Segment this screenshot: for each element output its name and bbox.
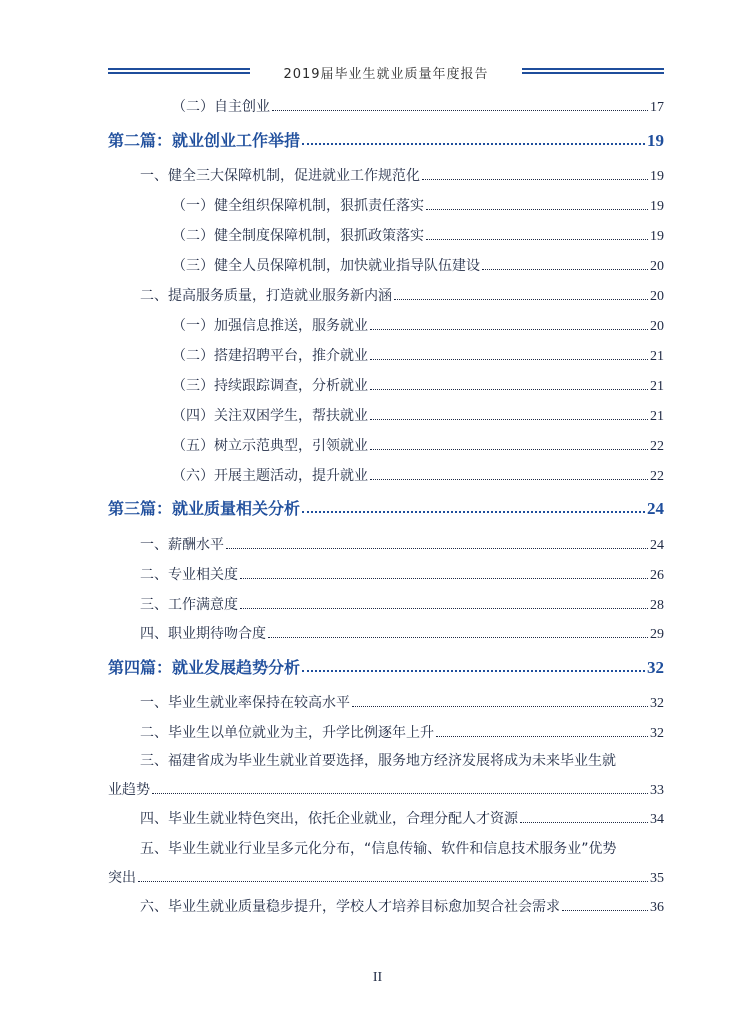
toc-entry-title: （一）健全组织保障机制，狠抓责任落实 <box>172 198 424 214</box>
toc-entry-title: 四、职业期待吻合度 <box>140 626 266 642</box>
toc-leader <box>394 299 648 300</box>
toc-leader <box>370 329 648 330</box>
toc-entry-page: 21 <box>650 379 664 394</box>
toc-entry[interactable] <box>172 255 664 275</box>
toc-entry-page: 19 <box>650 199 664 214</box>
toc-leader <box>370 389 648 390</box>
toc-leader <box>370 449 648 450</box>
toc-entry[interactable] <box>140 808 664 828</box>
toc-leader <box>302 511 645 513</box>
toc-entry-wrap-line[interactable]: 五、毕业生就业行业呈多元化分布，“信息传输、软件和信息技术服务业”优势 <box>140 841 617 857</box>
toc-leader <box>272 110 648 111</box>
toc-entry-title: （五）树立示范典型，引领就业 <box>172 438 368 454</box>
toc-leader <box>268 637 648 638</box>
toc-entry-page: 21 <box>650 349 664 364</box>
toc-entry-title: 三、工作满意度 <box>140 597 238 613</box>
toc-entry[interactable] <box>172 405 664 425</box>
toc-chapter[interactable] <box>108 128 664 151</box>
toc-leader <box>138 881 648 882</box>
toc-entry-page: 19 <box>650 229 664 244</box>
toc-entry-page: 22 <box>650 439 664 454</box>
toc-entry[interactable] <box>108 867 664 887</box>
toc-entry-page: 36 <box>650 900 664 915</box>
toc-entry-title: （二）健全制度保障机制，狠抓政策落实 <box>172 228 424 244</box>
toc-leader <box>426 209 648 210</box>
toc-chapter[interactable] <box>108 655 664 678</box>
toc-leader <box>562 910 648 911</box>
toc-entry-page: 20 <box>650 289 664 304</box>
toc-entry-page: 20 <box>650 259 664 274</box>
toc-entry-title: 六、毕业生就业质量稳步提升，学校人才培养目标愈加契合社会需求 <box>140 899 560 915</box>
toc-entry-page: 33 <box>650 783 664 798</box>
toc-leader <box>152 793 648 794</box>
toc-entry-title: （二）搭建招聘平台，推介就业 <box>172 348 368 364</box>
toc-chapter[interactable] <box>108 496 664 519</box>
toc-leader <box>426 239 648 240</box>
toc-entry-title: 一、薪酬水平 <box>140 537 224 553</box>
toc-entry[interactable] <box>140 692 664 712</box>
toc-entry[interactable] <box>140 285 664 305</box>
toc-leader <box>240 608 648 609</box>
toc-leader <box>352 706 648 707</box>
toc-leader <box>302 143 645 145</box>
toc-entry[interactable] <box>172 465 664 485</box>
toc-entry[interactable] <box>140 623 664 643</box>
toc-entry-title: 突出 <box>108 870 136 886</box>
toc-entry-title: 业趋势 <box>108 782 150 798</box>
toc-entry[interactable] <box>140 722 664 742</box>
running-header: 2019届毕业生就业质量年度报告 <box>283 67 489 82</box>
toc-entry-title: 二、专业相关度 <box>140 567 238 583</box>
toc-entry-title: 四、毕业生就业特色突出，依托企业就业，合理分配人才资源 <box>140 811 518 827</box>
toc-leader <box>436 736 648 737</box>
toc-entry-page: 29 <box>650 627 664 642</box>
toc-entry-title: 二、提高服务质量，打造就业服务新内涵 <box>140 288 392 304</box>
toc-leader <box>240 578 648 579</box>
toc-entry[interactable] <box>172 96 664 116</box>
toc-entry[interactable] <box>108 779 664 799</box>
toc-leader <box>482 269 648 270</box>
toc-entry-title: 二、毕业生以单位就业为主，升学比例逐年上升 <box>140 725 434 741</box>
toc-entry-page: 35 <box>650 871 664 886</box>
toc-entry-title: （四）关注双困学生，帮扶就业 <box>172 408 368 424</box>
toc-entry-page: 32 <box>650 696 664 711</box>
toc-chapter-title: 第四篇：就业发展趋势分析 <box>108 658 301 677</box>
toc-entry[interactable] <box>172 195 664 215</box>
toc-entry-page: 19 <box>650 169 664 184</box>
toc-entry-title: （六）开展主题活动，提升就业 <box>172 468 368 484</box>
toc-entry-page: 34 <box>650 812 664 827</box>
toc-entry-page: 17 <box>650 100 664 115</box>
toc-entry-title: （三）健全人员保障机制，加快就业指导队伍建设 <box>172 258 480 274</box>
toc-leader <box>302 670 645 672</box>
toc-leader <box>370 359 648 360</box>
toc-entry[interactable] <box>140 564 664 584</box>
toc-leader <box>520 822 648 823</box>
toc-entry-title: （二）自主创业 <box>172 99 270 115</box>
toc-entry-title: 一、毕业生就业率保持在较高水平 <box>140 695 350 711</box>
header-rule-right <box>522 68 664 78</box>
toc-leader <box>422 179 648 180</box>
toc-chapter-title: 第二篇：就业创业工作举措 <box>108 131 301 150</box>
toc-entry[interactable] <box>140 896 664 916</box>
page-number: II <box>372 970 383 985</box>
toc-entry[interactable] <box>172 375 664 395</box>
toc-chapter-page: 19 <box>647 131 664 150</box>
toc-entry-page: 28 <box>650 598 664 613</box>
toc-entry[interactable] <box>140 534 664 554</box>
toc-entry[interactable] <box>172 315 664 335</box>
toc-entry-page: 26 <box>650 568 664 583</box>
toc-leader <box>226 548 648 549</box>
toc-leader <box>370 419 648 420</box>
toc-entry-title: （三）持续跟踪调查，分析就业 <box>172 378 368 394</box>
toc-entry-page: 24 <box>650 538 664 553</box>
toc-entry-page: 20 <box>650 319 664 334</box>
toc-chapter-page: 32 <box>647 658 664 677</box>
toc-entry-page: 32 <box>650 726 664 741</box>
toc-entry[interactable] <box>172 435 664 455</box>
header-rule-left <box>108 68 250 78</box>
toc-entry[interactable] <box>140 594 664 614</box>
toc-chapter-page: 24 <box>647 499 664 518</box>
toc-entry[interactable] <box>172 225 664 245</box>
toc-entry-page: 21 <box>650 409 664 424</box>
toc-entry-title: （一）加强信息推送，服务就业 <box>172 318 368 334</box>
toc-entry[interactable] <box>140 165 664 185</box>
toc-entry-page: 22 <box>650 469 664 484</box>
toc-chapter-title: 第三篇：就业质量相关分析 <box>108 499 301 518</box>
toc-leader <box>370 479 648 480</box>
toc-entry[interactable] <box>172 345 664 365</box>
toc-entry-title: 一、健全三大保障机制，促进就业工作规范化 <box>140 168 420 184</box>
toc-entry-wrap-line[interactable]: 三、福建省成为毕业生就业首要选择，服务地方经济发展将成为未来毕业生就 <box>140 753 616 769</box>
